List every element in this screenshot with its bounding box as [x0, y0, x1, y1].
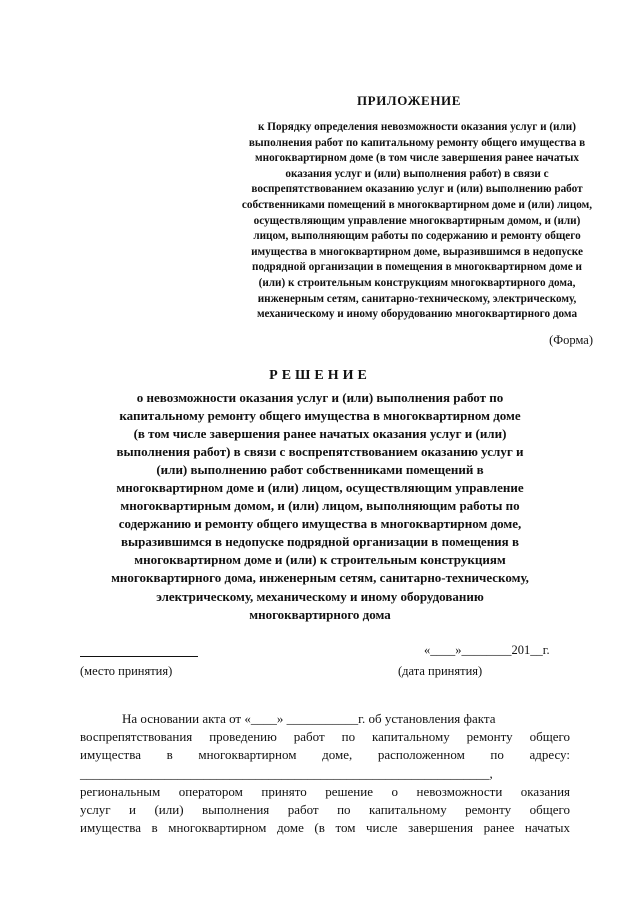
appendix-line: имущества в многоквартирном доме, выразившимся в недопуске	[251, 245, 583, 258]
form-label: (Форма)	[549, 333, 593, 347]
appendix-line: собственниками помещений в многоквартирном доме и (или) лицом,	[241, 198, 593, 211]
appendix-line: подрядной организации в помещения в многоквартирном доме и	[252, 261, 582, 274]
decision-title: РЕШЕНИЕ	[269, 368, 371, 383]
appendix-line: осуществляющим управление многоквартирным домом, и (или)	[253, 214, 581, 227]
appendix-line: лицом, выполняющим работы по содержанию и ремонту общего	[253, 230, 581, 243]
decision-line: (в том числе завершения ранее начатых оказания услуг и (или)	[133, 426, 507, 442]
decision-line: многоквартирном доме и (или) к строительным конструкциям	[134, 552, 506, 568]
decision-line: капитальному ремонту общего имущества в многоквартирном доме	[119, 408, 521, 424]
appendix-line: воспрепятствованием оказанию услуг и (или) выполнению работ	[251, 183, 583, 196]
decision-line: (или) выполнению работ собственниками помещений в	[156, 462, 484, 478]
body-line: На основании акта от «____» ___________г. об установления факта	[122, 711, 496, 726]
place-blank-line	[80, 656, 198, 657]
appendix-line: многоквартирном доме (в том числе завершения ранее начатых	[255, 152, 579, 165]
decision-line: многоквартирного дома	[249, 606, 391, 622]
body-line: имущества в многоквартирном доме (в том числе завершения ранее начатых	[80, 820, 570, 836]
body-line: имущества в многоквартирном доме, расположенном по адресу:	[80, 747, 570, 763]
appendix-line: инженерным сетям, санитарно-техническому, электрическому,	[257, 292, 577, 305]
decision-line: многоквартирном доме и (или) лицом, осуществляющим управление	[116, 480, 524, 496]
decision-line: выполнения работ) в связи с воспрепятствованием оказанию услуг и	[116, 444, 524, 460]
body-paragraph	[80, 710, 570, 837]
appendix-line: выполнения работ по капитальному ремонту общего имущества в	[248, 136, 586, 149]
decision-line: выразившимся в недопуске подрядной организации в помещения в	[121, 534, 519, 550]
body-line: _______________________________________________________________,	[80, 765, 493, 781]
decision-line: содержанию и ремонту общего имущества в многоквартирном доме,	[118, 516, 522, 532]
appendix-line: к Порядку определения невозможности оказания услуг и (или)	[258, 121, 576, 133]
appendix-line: механическому и иному оборудованию многоквартирного дома	[256, 308, 578, 321]
date-blank: «____»________201__г.	[424, 643, 550, 657]
place-caption: (место принятия)	[80, 664, 173, 678]
decision-line: электрическому, механическому и иному оборудованию	[156, 588, 484, 604]
body-line: региональным оператором принято решение о невозможности оказания	[80, 783, 570, 799]
decision-line: многоквартирным домом, и (или) лицом, выполняющим работы по	[120, 498, 520, 514]
body-line: услуг и (или) выполнения работ по капитальному ремонту общего	[80, 802, 570, 818]
appendix-line: оказания услуг и (или) выполнения работ) в связи с	[285, 167, 549, 180]
date-caption: (дата принятия)	[398, 664, 483, 678]
body-line: воспрепятствования проведению работ по капитальному ремонту общего	[80, 729, 570, 745]
decision-subtitle	[60, 389, 580, 624]
decision-line: о невозможности оказания услуг и (или) выполнения работ по	[136, 390, 504, 405]
appendix-title: ПРИЛОЖЕНИЕ	[356, 93, 462, 108]
decision-line: многоквартирного дома, инженерным сетям, санитарно-техническому,	[111, 570, 529, 586]
appendix-line: (или) к строительным конструкциям многоквартирного дома,	[258, 276, 576, 289]
appendix-subtitle	[212, 120, 622, 323]
